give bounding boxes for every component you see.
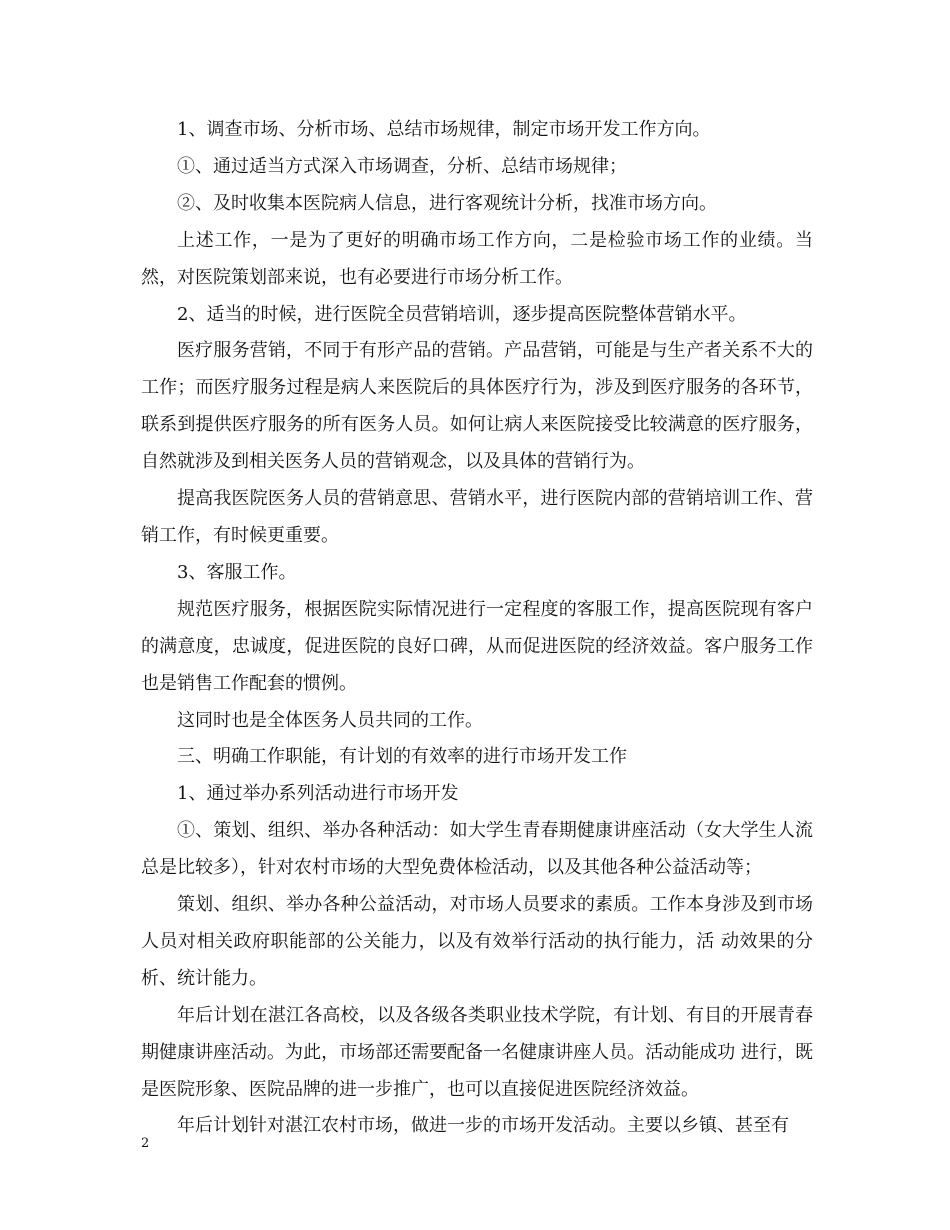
page-number: 2 xyxy=(141,1136,150,1151)
paragraph-5: 2、适当的时候，进行医院全员营销培训，逐步提高医院整体营销水平。 xyxy=(177,303,747,325)
paragraph-14: 策划、组织、举办各种公益活动，对市场人员要求的素质。工作本身涉及到市场人员对相关政府职能部的公关能力，以及有效举行活动的执行能力，活 动效果的分析、统计能力。 xyxy=(141,894,813,989)
paragraph-6: 医疗服务营销，不同于有形产品的营销。产品营销，可能是与生产者关系不大的工作；而医疗服务过程是病人来医院后的具体医疗行为，涉及到医疗服务的各环节，联系到提供医疗服务的所有医务人员。如何让病人来医院接受比较满意的医疗服务，自然就涉及到相关医务人员的营销观念，以及具体的营销行为。 xyxy=(141,340,813,473)
paragraph-15: 年后计划在湛江各高校，以及各级各类职业技术学院，有计划、有目的开展青春期健康讲座活动。为此，市场部还需要配备一名健康讲座人员。活动能成功 进行，既是医院形象、医院品牌的进一步推广，也可以直接促进医院经济效益。 xyxy=(141,1004,813,1100)
paragraph-4: 上述工作，一是为了更好的明确市场工作方向，二是检验市场工作的业绩。当然，对医院策划部来说，也有必要进行市场分析工作。 xyxy=(141,229,813,288)
paragraph-12: 1、通过举办系列活动进行市场开发 xyxy=(177,783,459,805)
paragraph-2: ①、通过适当方式深入市场调查，分析、总结市场规律； xyxy=(177,155,627,177)
paragraph-11: 三、明确工作职能，有计划的有效率的进行市场开发工作 xyxy=(177,746,627,768)
paragraph-9: 规范医疗服务，根据医院实际情况进行一定程度的客服工作，提高医院现有客户的满意度，忠诚度，促进医院的良好口碑，从而促进医院的经济效益。客户服务工作也是销售工作配套的惯例。 xyxy=(141,598,813,694)
paragraph-3: ②、及时收集本医院病人信息，进行客观统计分析，找准市场方向。 xyxy=(177,192,717,214)
paragraph-1: 1、调查市场、分析市场、总结市场规律，制定市场开发工作方向。 xyxy=(177,119,711,140)
document-body xyxy=(141,112,813,1145)
paragraph-10: 这同时也是全体医务人员共同的工作。 xyxy=(177,709,483,731)
paragraph-13: ①、策划、组织、举办各种活动：如大学生青春期健康讲座活动（女大学生人流总是比较多），针对农村市场的大型免费体检活动，以及其他各种公益活动等； xyxy=(141,820,813,879)
paragraph-7: 提高我医院医务人员的营销意思、营销水平，进行医院内部的营销培训工作、营销工作，有时候更重要。 xyxy=(141,488,813,546)
paragraph-16: 年后计划针对湛江农村市场，做进一步的市场开发活动。主要以乡镇、甚至有 xyxy=(177,1115,789,1137)
paragraph-8: 3、客服工作。 xyxy=(177,561,297,583)
